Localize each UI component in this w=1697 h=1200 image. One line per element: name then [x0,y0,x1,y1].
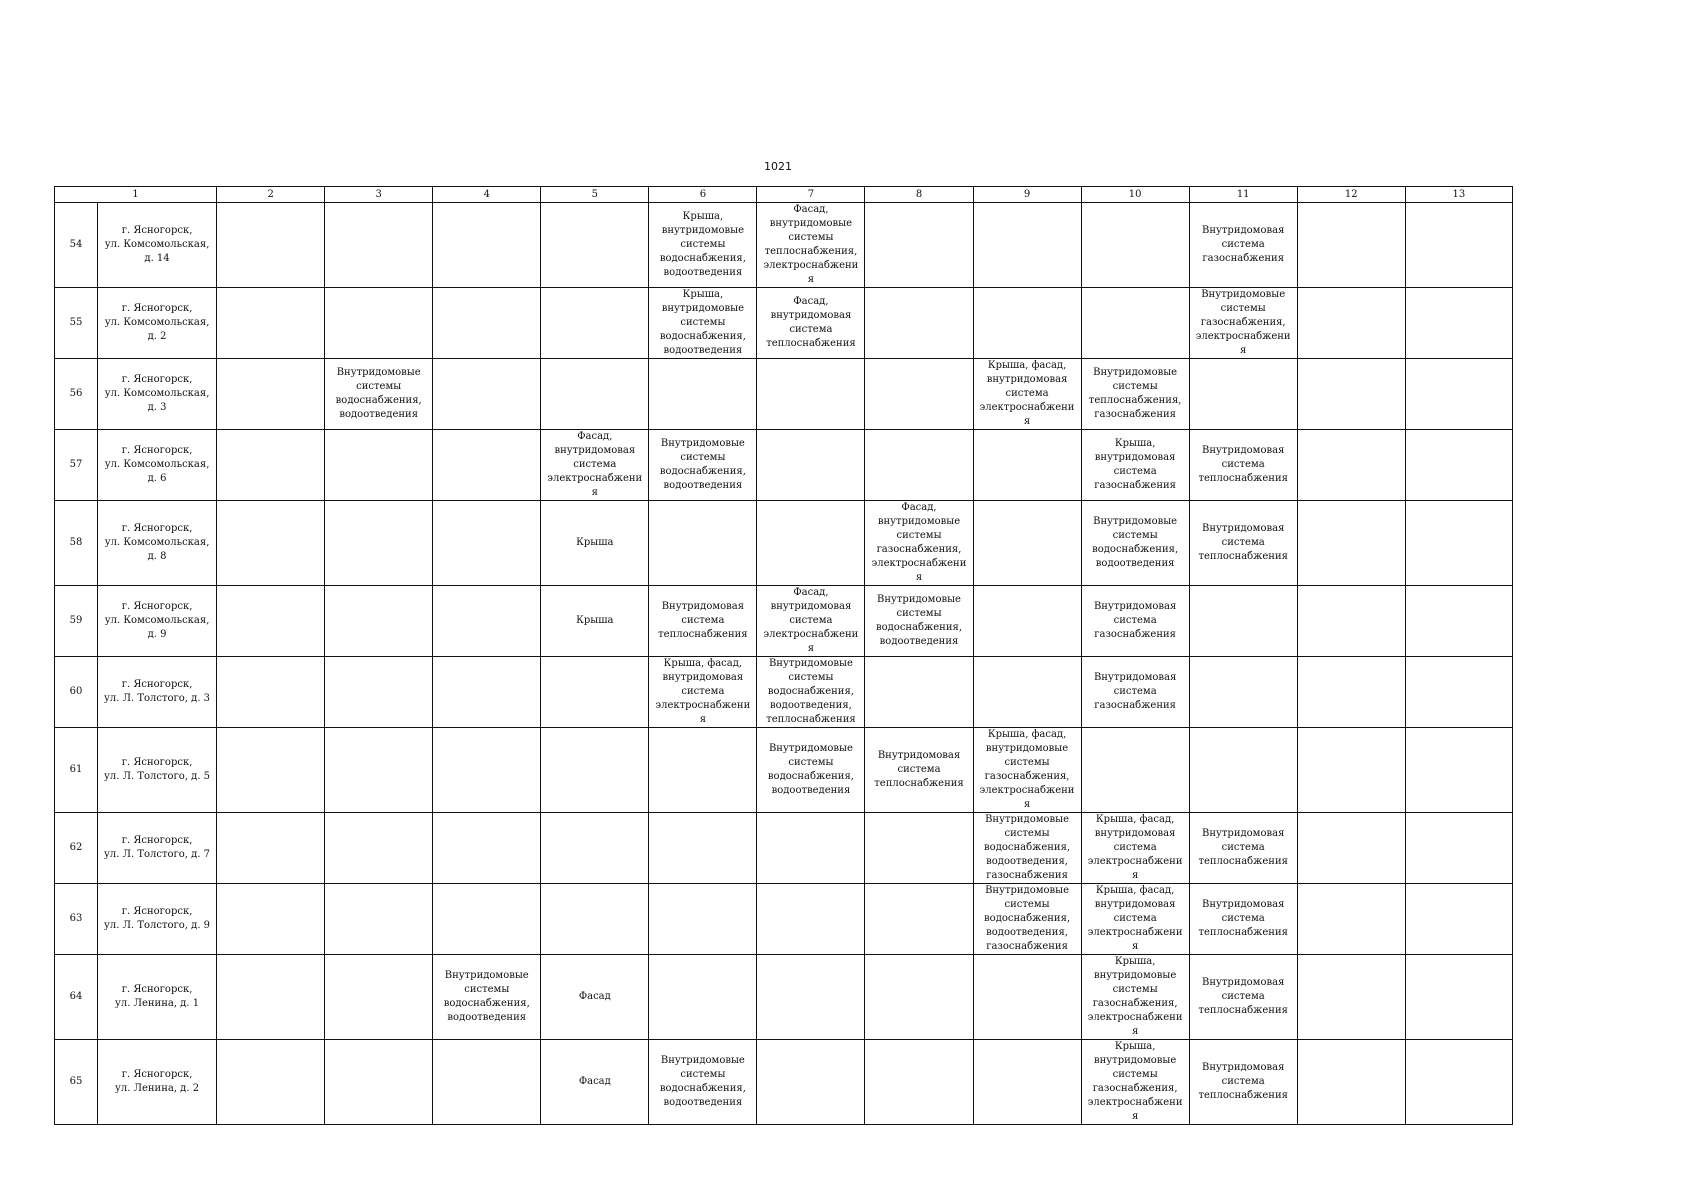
work-cell: Крыша, фасад, внутридомовые системы газоснабжения, электроснабжения [973,728,1081,813]
table-row [55,501,1513,586]
work-cell: Внутридомовая система теплоснабжения [865,728,973,813]
work-cell [757,501,865,586]
address-cell: г. Ясногорск, ул. Л. Толстого, д. 5 [98,728,217,813]
work-cell [1405,813,1512,884]
work-cell: Внутридомовая система теплоснабжения [1189,884,1297,955]
work-cell [757,813,865,884]
table-row [55,430,1513,501]
work-cell [649,728,757,813]
work-cell [433,288,541,359]
work-cell [1189,728,1297,813]
row-number: 56 [55,359,98,430]
address-cell: г. Ясногорск, ул. Комсомольская, д. 8 [98,501,217,586]
work-cell [1297,728,1405,813]
work-cell: Внутридомовые системы водоснабжения, водоотведения [649,1040,757,1125]
address-cell: г. Ясногорск, ул. Л. Толстого, д. 9 [98,884,217,955]
work-cell [325,203,433,288]
table-row [55,884,1513,955]
address-cell: г. Ясногорск, ул. Ленина, д. 1 [98,955,217,1040]
work-cell: Внутридомовые системы водоснабжения, водоотведения, газоснабжения [973,813,1081,884]
work-cell: Крыша, внутридомовая система газоснабжения [1081,430,1189,501]
work-cell [325,657,433,728]
row-number: 55 [55,288,98,359]
work-cell [973,203,1081,288]
work-cell [1297,501,1405,586]
column-header: 13 [1405,187,1512,203]
column-header: 1 [55,187,217,203]
work-cell [325,1040,433,1125]
work-cell [433,501,541,586]
work-cell [325,288,433,359]
row-number: 57 [55,430,98,501]
work-cell [757,430,865,501]
work-cell [1297,586,1405,657]
work-cell [433,1040,541,1125]
work-cell [433,884,541,955]
work-cell [649,359,757,430]
work-cell [865,955,973,1040]
work-cell: Крыша, внутридомовые системы газоснабжения, электроснабжения [1081,1040,1189,1125]
work-cell [1297,430,1405,501]
work-cell [541,288,649,359]
work-cell [217,657,325,728]
table-row [55,1040,1513,1125]
table-row [55,359,1513,430]
work-cell [757,359,865,430]
work-cell [865,288,973,359]
work-cell [1405,955,1512,1040]
page-number: 1021 [764,160,792,173]
work-cell [1405,586,1512,657]
row-number: 65 [55,1040,98,1125]
work-cell [217,288,325,359]
row-number: 54 [55,203,98,288]
work-cell [217,728,325,813]
work-cell: Крыша [541,586,649,657]
work-cell: Крыша, внутридомовые системы газоснабжения, электроснабжения [1081,955,1189,1040]
work-cell: Фасад [541,955,649,1040]
work-cell: Фасад, внутридомовая система электроснабжения [757,586,865,657]
work-cell: Внутридомовая система теплоснабжения [1189,430,1297,501]
table-row [55,657,1513,728]
address-cell: г. Ясногорск, ул. Комсомольская, д. 6 [98,430,217,501]
work-cell [1297,203,1405,288]
column-header: 5 [541,187,649,203]
work-cell [649,813,757,884]
work-cell: Внутридомовые системы водоснабжения, водоотведения [865,586,973,657]
address-cell: г. Ясногорск, ул. Л. Толстого, д. 7 [98,813,217,884]
repair-schedule-table [54,186,1513,1125]
work-cell: Внутридомовые системы теплоснабжения, газоснабжения [1081,359,1189,430]
work-cell [325,884,433,955]
work-cell [541,203,649,288]
work-cell [1081,203,1189,288]
work-cell [433,430,541,501]
work-cell: Внутридомовые системы водоснабжения, водоотведения, газоснабжения [973,884,1081,955]
column-header: 12 [1297,187,1405,203]
work-cell [1297,288,1405,359]
work-cell [1081,728,1189,813]
work-cell: Внутридомовая система теплоснабжения [1189,813,1297,884]
work-cell [217,586,325,657]
work-cell: Внутридомовые системы водоснабжения, водоотведения [757,728,865,813]
work-cell: Крыша, фасад, внутридомовая система электроснабжения [1081,884,1189,955]
table-row [55,728,1513,813]
work-cell [217,203,325,288]
column-header: 6 [649,187,757,203]
work-cell: Внутридомовая система теплоснабжения [1189,955,1297,1040]
work-cell [433,728,541,813]
work-cell [541,657,649,728]
work-cell: Внутридомовая система теплоснабжения [1189,501,1297,586]
address-cell: г. Ясногорск, ул. Л. Толстого, д. 3 [98,657,217,728]
work-cell: Внутридомовая система газоснабжения [1081,657,1189,728]
work-cell [217,955,325,1040]
work-cell [541,359,649,430]
work-cell: Внутридомовая система теплоснабжения [649,586,757,657]
work-cell [1189,586,1297,657]
work-cell [1405,288,1512,359]
work-cell [1405,884,1512,955]
work-cell [325,955,433,1040]
address-cell: г. Ясногорск, ул. Комсомольская, д. 3 [98,359,217,430]
work-cell [865,813,973,884]
work-cell [865,884,973,955]
work-cell: Внутридомовые системы водоснабжения, водоотведения [649,430,757,501]
work-cell [325,501,433,586]
work-cell: Крыша [541,501,649,586]
work-cell: Фасад, внутридомовые системы теплоснабжения, электроснабжения [757,203,865,288]
column-header: 4 [433,187,541,203]
work-cell [865,657,973,728]
work-cell [1297,813,1405,884]
work-cell [1405,728,1512,813]
work-cell [649,501,757,586]
work-cell [1189,359,1297,430]
work-cell: Внутридомовые системы водоснабжения, водоотведения [325,359,433,430]
column-header: 3 [325,187,433,203]
column-header: 10 [1081,187,1189,203]
address-cell: г. Ясногорск, ул. Комсомольская, д. 9 [98,586,217,657]
work-cell [1405,203,1512,288]
column-header: 7 [757,187,865,203]
work-cell [217,884,325,955]
work-cell [325,586,433,657]
work-cell: Внутридомовые системы водоснабжения, водоотведения [1081,501,1189,586]
table-row [55,955,1513,1040]
work-cell: Фасад, внутридомовые системы газоснабжения, электроснабжения [865,501,973,586]
work-cell [973,430,1081,501]
work-cell [1297,657,1405,728]
header-row [55,187,1513,203]
work-cell: Крыша, фасад, внутридомовая система электроснабжения [1081,813,1189,884]
work-cell [973,501,1081,586]
work-cell: Крыша, фасад, внутридомовая система электроснабжения [973,359,1081,430]
work-cell [757,955,865,1040]
work-cell: Внутридомовые системы водоснабжения, водоотведения, теплоснабжения [757,657,865,728]
work-cell: Фасад [541,1040,649,1125]
table-row [55,203,1513,288]
work-cell [1297,884,1405,955]
work-cell [973,1040,1081,1125]
work-cell: Крыша, внутридомовые системы водоснабжения, водоотведения [649,203,757,288]
work-cell [649,955,757,1040]
work-cell [325,813,433,884]
work-cell [865,1040,973,1125]
table-body [55,203,1513,1125]
column-header: 8 [865,187,973,203]
work-cell [541,728,649,813]
work-cell [433,657,541,728]
work-cell [865,203,973,288]
work-cell [325,728,433,813]
work-cell: Внутридомовые системы газоснабжения, электроснабжения [1189,288,1297,359]
work-cell [1297,955,1405,1040]
work-cell [973,955,1081,1040]
work-cell: Крыша, внутридомовые системы водоснабжения, водоотведения [649,288,757,359]
work-cell [865,359,973,430]
work-cell [541,813,649,884]
work-cell [865,430,973,501]
address-cell: г. Ясногорск, ул. Комсомольская, д. 14 [98,203,217,288]
work-cell [541,884,649,955]
column-header: 9 [973,187,1081,203]
work-cell [1405,1040,1512,1125]
work-cell [649,884,757,955]
work-cell [433,813,541,884]
row-number: 58 [55,501,98,586]
work-cell [973,657,1081,728]
work-cell [1405,501,1512,586]
work-cell: Внутридомовые системы водоснабжения, водоотведения [433,955,541,1040]
work-cell [757,1040,865,1125]
table-row [55,813,1513,884]
row-number: 64 [55,955,98,1040]
work-cell: Внутридомовая система теплоснабжения [1189,1040,1297,1125]
column-header: 2 [217,187,325,203]
work-cell [325,430,433,501]
table-row [55,288,1513,359]
work-cell [433,203,541,288]
work-cell: Фасад, внутридомовая система электроснабжения [541,430,649,501]
work-cell [1081,288,1189,359]
row-number: 61 [55,728,98,813]
work-cell [1189,657,1297,728]
work-cell [757,884,865,955]
work-cell [217,359,325,430]
row-number: 62 [55,813,98,884]
work-cell [1405,657,1512,728]
work-cell [973,586,1081,657]
work-cell [433,359,541,430]
work-cell: Крыша, фасад, внутридомовая система электроснабжения [649,657,757,728]
work-cell: Внутридомовая система газоснабжения [1081,586,1189,657]
work-cell [1405,430,1512,501]
column-header: 11 [1189,187,1297,203]
work-cell [217,430,325,501]
table-row [55,586,1513,657]
row-number: 59 [55,586,98,657]
work-cell [217,1040,325,1125]
work-cell [217,813,325,884]
address-cell: г. Ясногорск, ул. Комсомольская, д. 2 [98,288,217,359]
work-cell [433,586,541,657]
work-cell [1405,359,1512,430]
work-cell [217,501,325,586]
work-cell [1297,359,1405,430]
work-cell [973,288,1081,359]
work-cell [1297,1040,1405,1125]
row-number: 60 [55,657,98,728]
work-cell: Фасад, внутридомовая система теплоснабжения [757,288,865,359]
address-cell: г. Ясногорск, ул. Ленина, д. 2 [98,1040,217,1125]
row-number: 63 [55,884,98,955]
work-cell: Внутридомовая система газоснабжения [1189,203,1297,288]
